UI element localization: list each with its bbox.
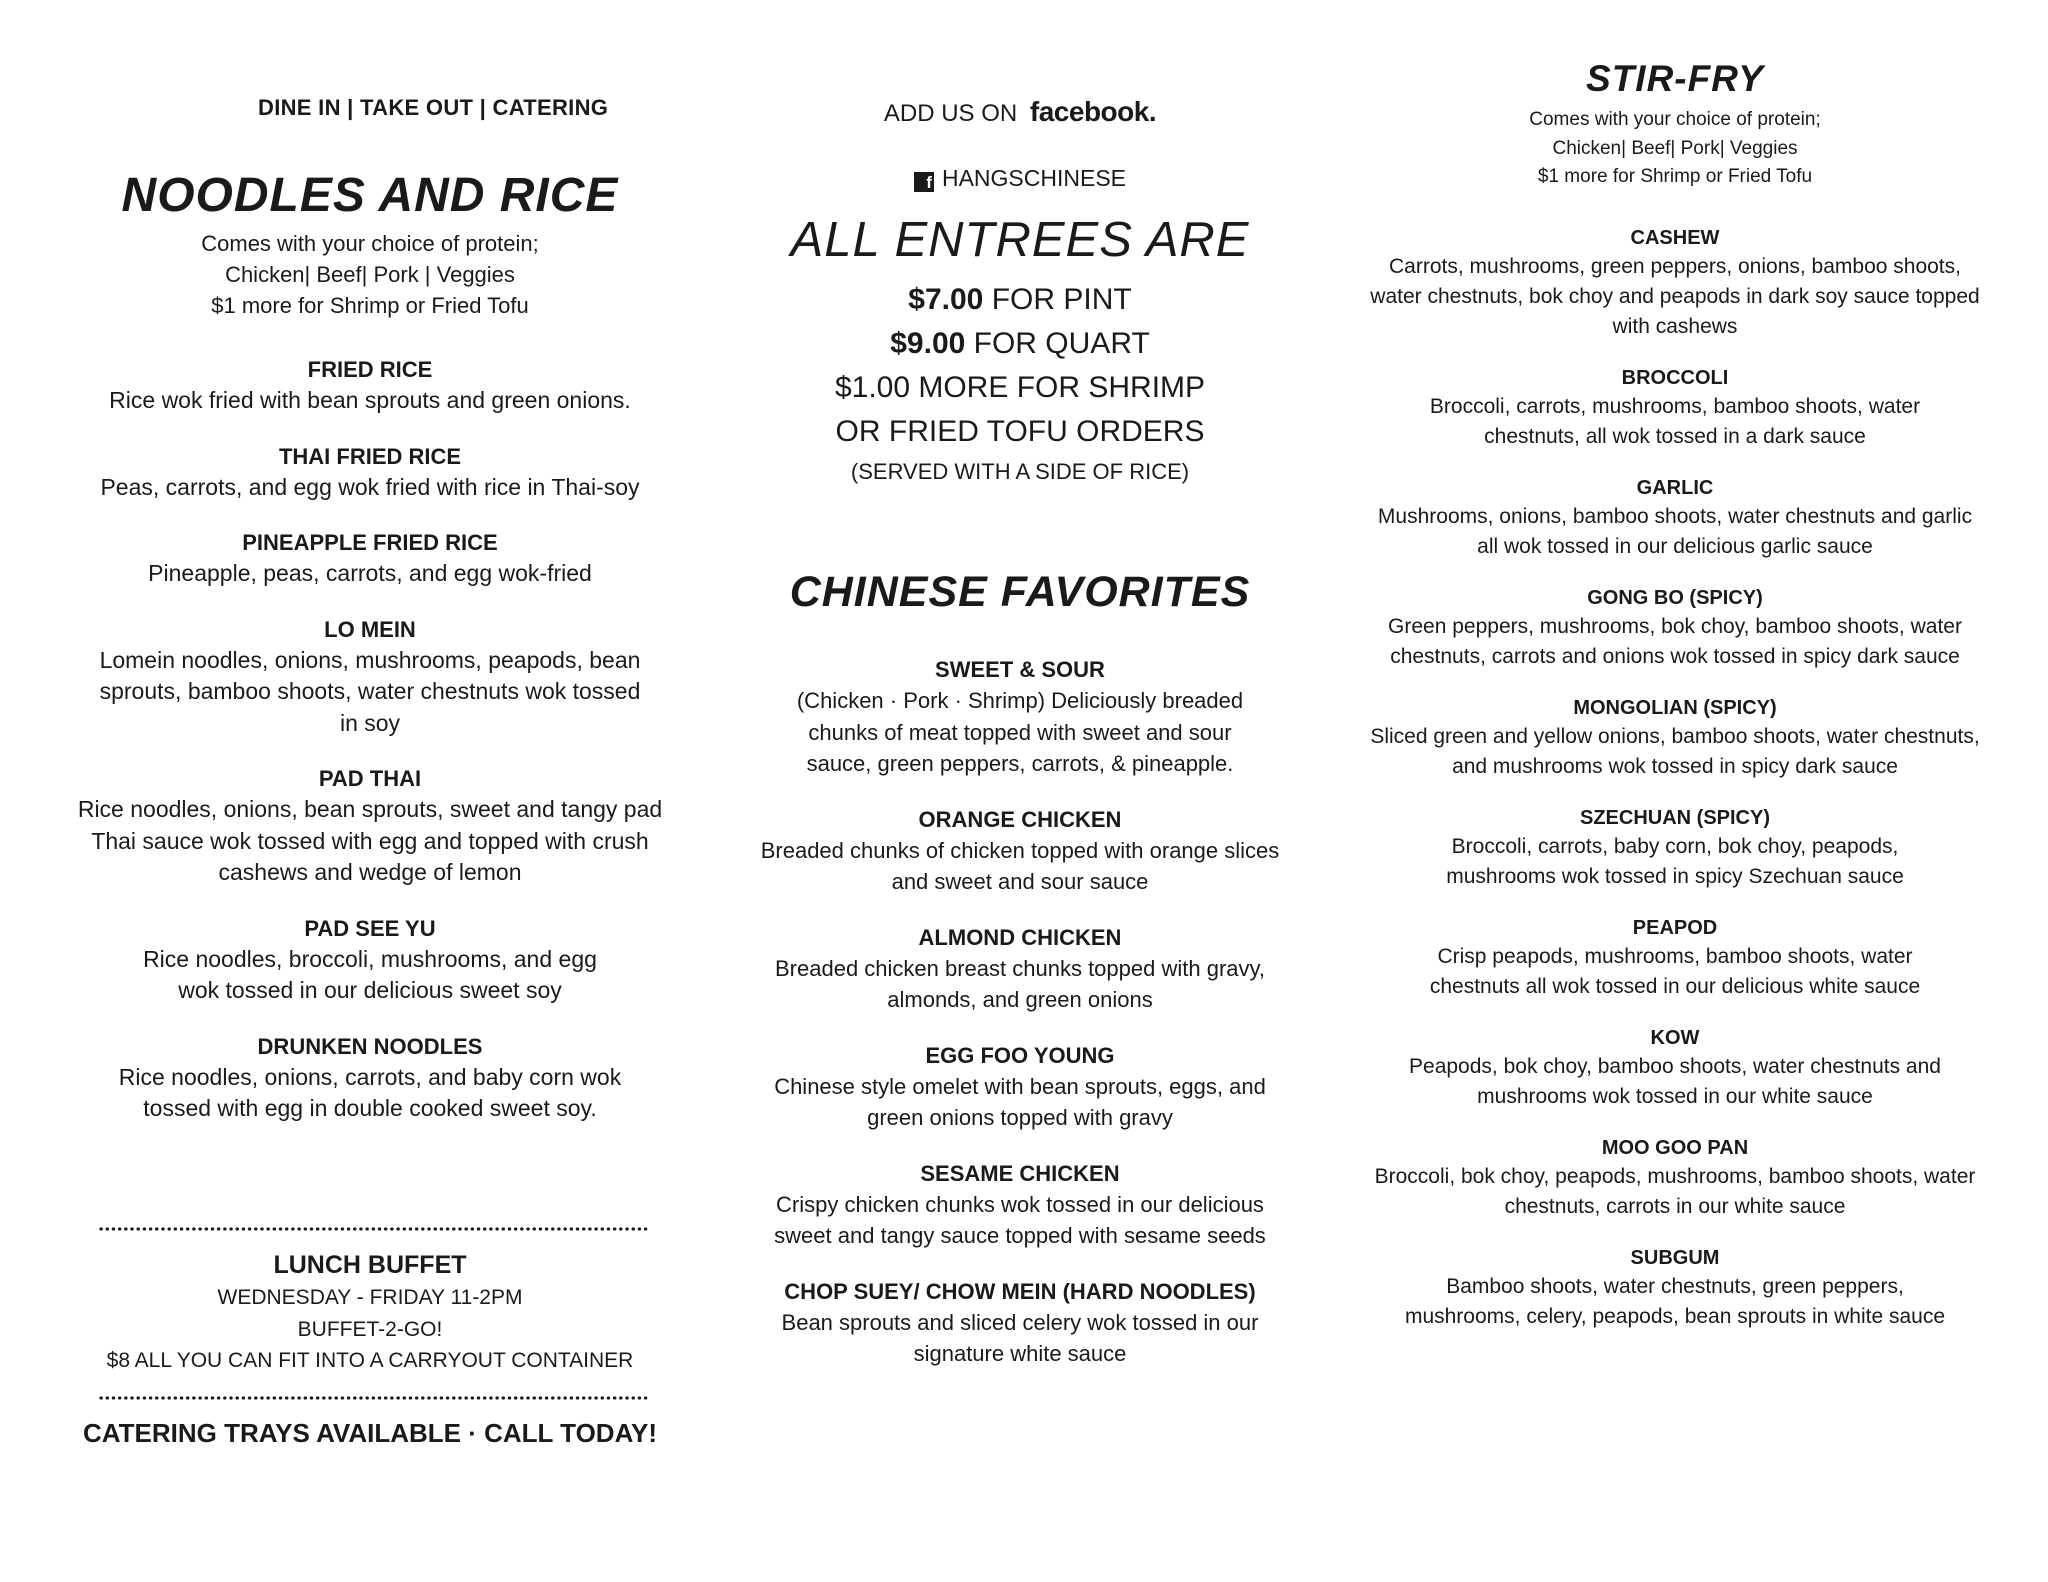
menu-item-desc: Chinese style omelet with bean sprouts, eggs, and green onions topped with gravy (774, 1073, 1266, 1130)
facebook-icon: f (914, 172, 934, 192)
menu-item-name: PAD THAI (318, 766, 422, 791)
buffet-price: $8 ALL YOU CAN FIT INTO A CARRYOUT CONTAINER (106, 1349, 634, 1372)
menu-item-name: CHOP SUEY/ CHOW MEIN (HARD NOODLES) (784, 1278, 1256, 1304)
noodles-protein-info (70, 228, 670, 321)
menu-item-name: SESAME CHICKEN (920, 1160, 1120, 1186)
menu-item-desc: Breaded chicken breast chunks topped with gravy, almonds, and green onions (775, 955, 1265, 1012)
menu-item (76, 764, 664, 889)
menu-item-desc: Rice noodles, broccoli, mushrooms, and egg wok tossed in our delicious sweet soy (143, 945, 597, 1003)
menu-item-name: GARLIC (1636, 477, 1714, 499)
buffet-to-go: BUFFET-2-GO! (297, 1317, 443, 1341)
menu-item-desc: Lomein noodles, onions, mushrooms, peapods, bean sprouts, bamboo shoots, water chestnuts wok tossed in soy (99, 646, 641, 736)
facebook-wordmark: facebook. (1029, 96, 1157, 127)
menu-item-desc: Bamboo shoots, water chestnuts, green peppers, mushrooms, celery, peapods, bean sprouts in white sauce (1404, 1275, 1946, 1328)
menu-item-desc: Mushrooms, onions, bamboo shoots, water chestnuts and garlic all wok tossed in our delicious garlic sauce (1377, 505, 1973, 558)
menu-item-desc: Broccoli, carrots, mushrooms, bamboo shoots, water chestnuts, all wok tossed in a dark sauce (1429, 395, 1921, 448)
middle-column (740, 0, 1300, 1582)
menu-item (740, 655, 1300, 780)
menu-item-name: GONG BO (SPICY) (1587, 587, 1763, 609)
menu-item-name: PEAPOD (1632, 917, 1718, 939)
menu-item-name: SWEET & SOUR (935, 657, 1105, 682)
menu-item (1370, 364, 1980, 452)
protein-line: Comes with your choice of protein; (1529, 109, 1821, 130)
menu-item (1370, 804, 1980, 892)
menu-item (76, 355, 664, 417)
quart-price: $9.00 (890, 327, 966, 360)
dotted-divider (98, 1395, 650, 1401)
menu-item-name: DRUNKEN NOODLES (257, 1033, 483, 1059)
noodles-items-list (70, 355, 670, 1150)
menu-item-name: SZECHUAN (SPICY) (1579, 807, 1770, 829)
lunch-buffet-section (70, 1248, 670, 1377)
facebook-handle: HANGSCHINESE (941, 165, 1127, 191)
menu-item (76, 615, 664, 740)
menu-item (1370, 474, 1980, 562)
pint-label: FOR PINT (983, 283, 1132, 316)
menu-item-desc: Rice noodles, onions, carrots, and baby corn wok tossed with egg in double cooked sweet soy. (118, 1063, 622, 1121)
menu-item (1370, 1134, 1980, 1222)
buffet-hours: WEDNESDAY - FRIDAY 11-2PM (217, 1286, 523, 1309)
services-header: DINE IN | TAKE OUT | CATERING (258, 95, 609, 120)
menu-item-name: THAI FRIED RICE (278, 443, 462, 469)
menu-item-desc: Crisp peapods, mushrooms, bamboo shoots, water chestnuts all wok tossed in our delicious white sauce (1429, 945, 1921, 998)
menu-item (740, 1041, 1300, 1134)
quart-price-line (740, 322, 1300, 366)
menu-item (76, 442, 664, 504)
menu-item-desc: Peapods, bok choy, bamboo shoots, water chestnuts and mushrooms wok tossed in our white sauce (1409, 1055, 1941, 1108)
menu-item-desc: Rice wok fried with bean sprouts and green onions. (109, 387, 631, 413)
menu-item-desc: Rice noodles, onions, bean sprouts, sweet and tangy pad Thai sauce wok tossed with egg and topped with crush cashews and wedge of lemon (77, 796, 663, 885)
menu-item (1370, 224, 1980, 342)
pint-price: $7.00 (908, 283, 984, 316)
menu-item (1370, 584, 1980, 672)
extra-charge-line: $1.00 MORE FOR SHRIMP (834, 371, 1206, 404)
menu-item-desc: Carrots, mushrooms, green peppers, onions, bamboo shoots, water chestnuts, bok choy and peapods in dark soy sauce topped with cashews (1370, 255, 1980, 338)
protein-line: Comes with your choice of protein; (201, 231, 539, 256)
protein-line: Chicken| Beef| Pork | Veggies (225, 262, 515, 287)
menu-item-desc: Crispy chicken chunks wok tossed in our delicious sweet and tangy sauce topped with sesame seeds (774, 1191, 1266, 1248)
menu-item (740, 1277, 1300, 1370)
buffet-title: LUNCH BUFFET (273, 1251, 467, 1279)
menu-item-desc: Broccoli, carrots, baby corn, bok choy, peapods, mushrooms wok tossed in spicy Szechuan sauce (1446, 835, 1904, 888)
menu-item-desc: Bean sprouts and sliced celery wok tossed in our signature white sauce (781, 1309, 1259, 1366)
extra-charge-line: OR FRIED TOFU ORDERS (835, 415, 1205, 448)
menu-item-name: ALMOND CHICKEN (918, 924, 1122, 950)
left-column (70, 0, 670, 1582)
menu-item-name: SUBGUM (1630, 1247, 1720, 1269)
menu-item-desc: Broccoli, bok choy, peapods, mushrooms, bamboo shoots, water chestnuts, carrots in our white sauce (1374, 1165, 1976, 1218)
pint-price-line (740, 278, 1300, 322)
menu-item-name: MOO GOO PAN (1601, 1137, 1749, 1159)
menu-item (740, 805, 1300, 898)
menu-item-name: KOW (1650, 1027, 1700, 1049)
entree-pricing (740, 278, 1300, 490)
noodles-and-rice-title: NOODLES AND RICE (121, 169, 619, 222)
menu-item (740, 1159, 1300, 1252)
menu-item-name: CASHEW (1630, 227, 1720, 249)
menu-item (76, 1032, 664, 1125)
menu-item (1370, 694, 1980, 782)
catering-callout: CATERING TRAYS AVAILABLE · CALL TODAY! (83, 1418, 657, 1448)
protein-line: $1 more for Shrimp or Fried Tofu (211, 293, 529, 318)
stir-fry-protein-info (1360, 106, 1990, 192)
menu-item-name: PAD SEE YU (304, 915, 436, 941)
right-column (1360, 0, 1990, 1582)
menu-item (76, 528, 664, 590)
facebook-promo (740, 96, 1300, 128)
menu-item-name: BROCCOLI (1621, 367, 1729, 389)
menu-item-desc: Sliced green and yellow onions, bamboo shoots, water chestnuts, and mushrooms wok tossed in spicy dark sauce (1370, 725, 1980, 778)
menu-item-desc: (Chicken · Pork · Shrimp) Deliciously breaded chunks of meat topped with sweet and sour sauce, green peppers, carrots, & pineapple. (796, 688, 1244, 776)
stir-fry-items-list (1360, 224, 1990, 1354)
menu-item-name: ORANGE CHICKEN (918, 806, 1122, 832)
quart-label: FOR QUART (965, 327, 1150, 360)
menu-item (1370, 914, 1980, 1002)
menu-item-desc: Pineapple, peas, carrots, and egg wok-fried (148, 560, 592, 586)
menu-item-name: MONGOLIAN (SPICY) (1573, 697, 1777, 719)
menu-item-name: FRIED RICE (307, 357, 433, 382)
menu-item-name: EGG FOO YOUNG (925, 1042, 1115, 1068)
facebook-handle-row (740, 165, 1300, 192)
favorites-items-list (740, 655, 1300, 1395)
dotted-divider (98, 1226, 650, 1232)
menu-item-desc: Breaded chunks of chicken topped with orange slices and sweet and sour sauce (760, 837, 1280, 894)
menu-item (1370, 1024, 1980, 1112)
entrees-title: ALL ENTREES ARE (790, 213, 1250, 267)
menu-item (740, 923, 1300, 1016)
menu-item-desc: Peas, carrots, and egg wok fried with rice in Thai-soy (100, 473, 640, 500)
chinese-favorites-title: CHINESE FAVORITES (789, 568, 1251, 616)
menu-item-name: PINEAPPLE FRIED RICE (242, 530, 498, 555)
menu-item-name: LO MEIN (324, 616, 416, 642)
menu-item (76, 914, 664, 1007)
menu-item-desc: Green peppers, mushrooms, bok choy, bamboo shoots, water chestnuts, carrots and onions wok tossed in spicy dark sauce (1388, 615, 1962, 668)
add-us-label: ADD US ON (883, 100, 1018, 127)
protein-line: Chicken| Beef| Pork| Veggies (1552, 137, 1798, 159)
menu-item (1370, 1244, 1980, 1332)
stir-fry-title: STIR-FRY (1586, 58, 1764, 99)
served-with-rice: (SERVED WITH A SIDE OF RICE) (850, 459, 1190, 484)
protein-line: $1 more for Shrimp or Fried Tofu (1537, 166, 1813, 187)
